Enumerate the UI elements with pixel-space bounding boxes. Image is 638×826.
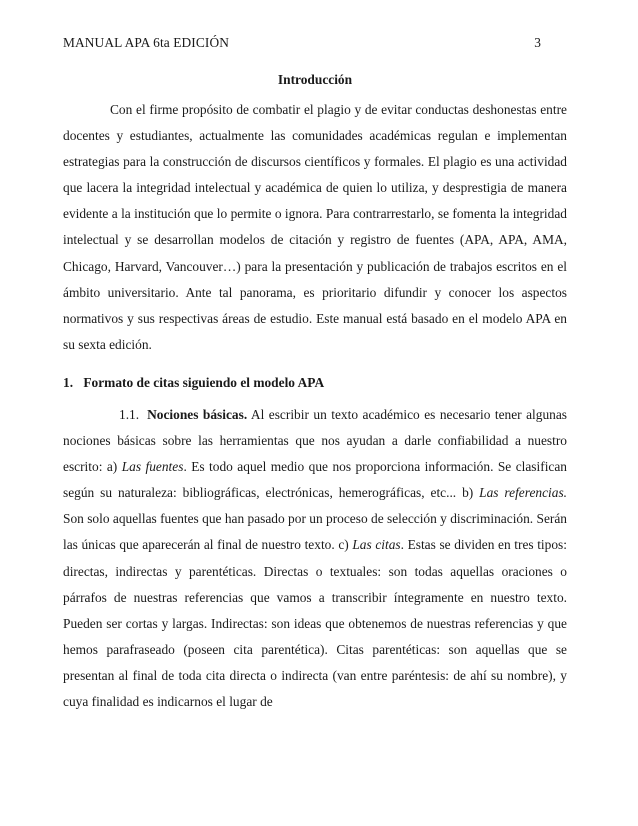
section-title-introduccion: Introducción [277, 72, 353, 87]
section-number: 1. [63, 374, 74, 390]
term-citas: Las citas [352, 537, 401, 553]
subsection-number: 1.1. [119, 406, 140, 422]
term-referencias: Las referencias. [479, 485, 568, 501]
page-body [63, 61, 567, 715]
section-heading-text: Formato de citas siguiendo el modelo APA [83, 374, 325, 390]
term-fuentes: Las fuentes [121, 459, 184, 475]
subsection-title: Nociones básicas. [147, 406, 248, 422]
subsection-paragraph [63, 402, 567, 715]
section-heading-1 [63, 370, 567, 396]
subsection-text-b: . Es todo aquel medio que nos proporciona información. Se clasifican según su naturaleza: bibliográficas, electrónicas, hemerográficas, etc... b) [63, 459, 567, 501]
page-number: 3 [534, 35, 541, 50]
page-header [63, 35, 541, 51]
subsection-text-d: . Estas se dividen en tres tipos: directas, indirectas y parentéticas. Directas o textuales: son todas aquellas oraciones o párrafos de nuestras referencias que vamos a transcribir íntegramente en nuestro texto. Pueden ser cortas y largas. Indirectas: son ideas que obtenemos de nuestras referencias y que hemos parafraseado (poseen cita parentética). Citas parentéticas: son aquellas que se presentan al final de toda cita directa o indirecta (van entre paréntesis: de ahí su nombre), y cuya finalidad es indicarnos el lugar de [63, 537, 567, 709]
intro-paragraph: Con el firme propósito de combatir el plagio y de evitar conductas deshonestas entre docentes y estudiantes, actualmente las comunidades académicas regulan e implementan estrategias para la construcción de discursos científicos y formales. El plagio es una actividad que lacera la integridad intelectual y académica de quien lo utiliza, y desprestigia de manera evidente a la institución que lo permite o ignora. Para contrarrestarlo, se fomenta la integridad intelectual y se desarrollan modelos de citación y registro de fuentes (APA, APA, AMA, Chicago, Harvard, Vancouver…) para la presentación y publicación de trabajos escritos en el ámbito universitario. Ante tal panorama, es prioritario difundir y conocer los aspectos normativos y sus respectivas áreas de estudio. Este manual está basado en el modelo APA en su sexta edición. [63, 102, 567, 352]
subsection-text-a: Al escribir un texto académico es necesario tener algunas nociones básicas sobre las herramientas que nos ayudan a darle confiabilidad a nuestro escrito: a) [63, 406, 567, 475]
running-title: MANUAL APA 6ta EDICIÓN [63, 35, 229, 50]
subsection-text-c: Son solo aquellas fuentes que han pasado por un proceso de selección y discriminación. Serán las únicas que aparecerán al final de nuestro texto. c) [63, 511, 567, 553]
